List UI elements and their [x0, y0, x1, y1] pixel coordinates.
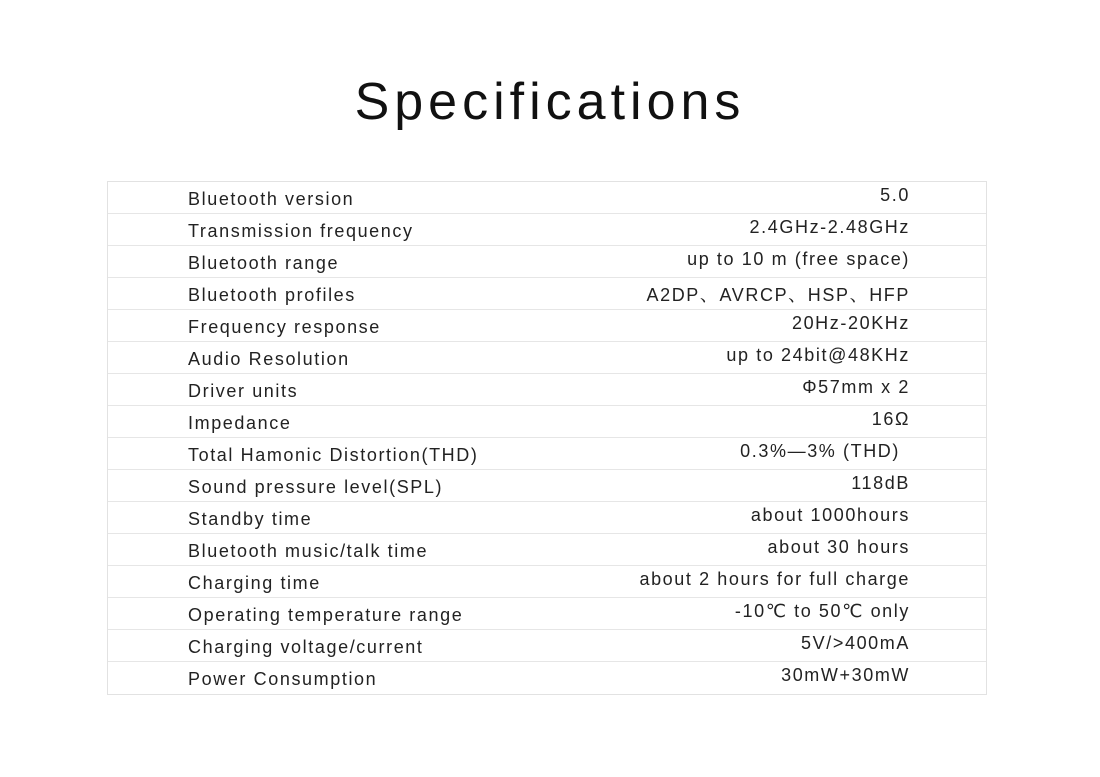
spec-label: Charging time [188, 573, 321, 593]
spec-value: 30mW+30mW [781, 665, 910, 685]
spec-row-frequency-response [108, 310, 986, 342]
spec-value: 2.4GHz-2.48GHz [749, 217, 910, 237]
spec-value: about 1000hours [750, 505, 910, 525]
spec-table [107, 181, 987, 695]
spec-row-bluetooth-version [108, 182, 986, 214]
spec-label: Bluetooth range [188, 253, 340, 273]
spec-row-transmission-frequency [108, 214, 986, 246]
spec-label: Standby time [188, 509, 313, 529]
spec-value: 20Hz-20KHz [791, 313, 910, 333]
spec-label: Frequency response [188, 317, 381, 337]
spec-row-bluetooth-range [108, 246, 986, 278]
spec-row-charging-voltage [108, 630, 986, 662]
spec-label: Bluetooth version [188, 189, 355, 209]
spec-label: Power Consumption [188, 669, 378, 689]
spec-value: Φ57mm x 2 [802, 377, 910, 397]
spec-row-impedance [108, 406, 986, 438]
spec-label: Operating temperature range [188, 605, 464, 625]
spec-value: 5.0 [880, 185, 910, 205]
page-title: Specifications [354, 73, 746, 131]
spec-value: 0.3%—3% (THD) [740, 441, 900, 461]
spec-label: Audio Resolution [188, 349, 350, 369]
spec-row-spl [108, 470, 986, 502]
spec-value: -10℃ to 50℃ only [734, 601, 910, 621]
spec-label: Bluetooth music/talk time [188, 541, 429, 561]
spec-label: Transmission frequency [188, 221, 414, 241]
spec-value: about 30 hours [767, 537, 910, 557]
spec-row-standby-time [108, 502, 986, 534]
spec-value: up to 24bit@48KHz [726, 345, 910, 365]
spec-row-music-talk-time [108, 534, 986, 566]
spec-value: up to 10 m (free space) [687, 249, 910, 269]
spec-row-thd [108, 438, 986, 470]
spec-row-audio-resolution [108, 342, 986, 374]
spec-label: Driver units [188, 381, 299, 401]
spec-label: Charging voltage/current [188, 637, 424, 657]
spec-value: A2DP、AVRCP、HSP、HFP [646, 285, 910, 305]
spec-row-power-consumption [108, 662, 986, 694]
spec-row-operating-temperature [108, 598, 986, 630]
spec-label: Bluetooth profiles [188, 285, 356, 305]
spec-label: Impedance [188, 413, 292, 433]
spec-value: 118dB [851, 473, 910, 493]
spec-value: about 2 hours for full charge [639, 569, 910, 589]
spec-label: Total Hamonic Distortion(THD) [188, 445, 479, 465]
spec-row-charging-time [108, 566, 986, 598]
spec-row-bluetooth-profiles [108, 278, 986, 310]
spec-label: Sound pressure level(SPL) [188, 477, 444, 497]
spec-value: 16Ω [871, 409, 910, 429]
spec-row-driver-units [108, 374, 986, 406]
spec-value: 5V/>400mA [801, 633, 910, 653]
